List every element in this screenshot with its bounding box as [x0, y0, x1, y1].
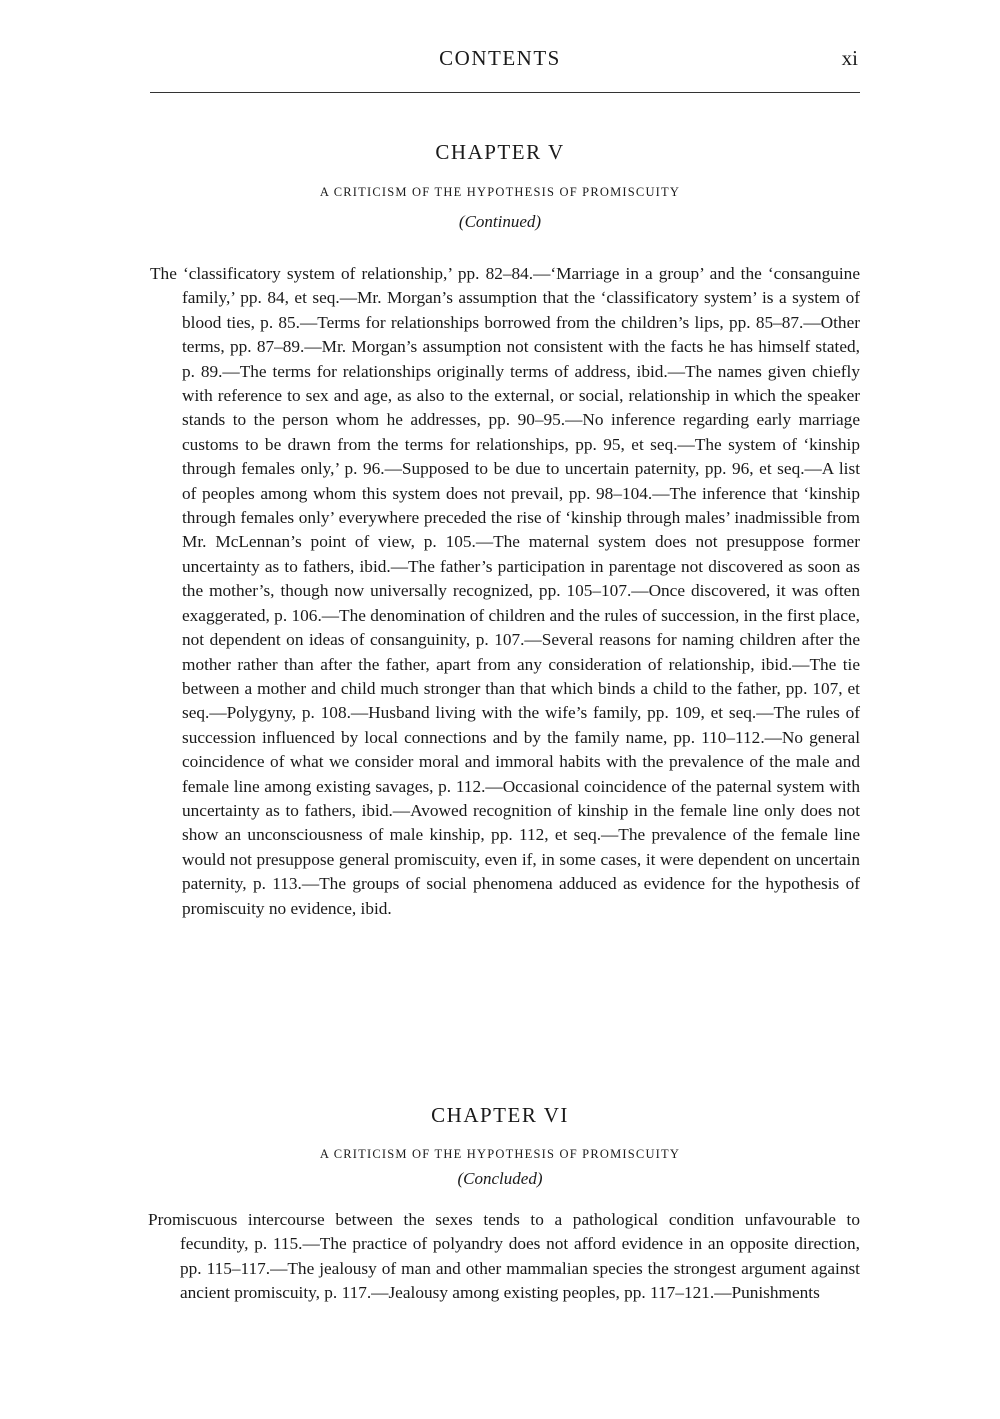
page-number: xi	[841, 46, 858, 70]
chapter-6-subtitle-block	[0, 1147, 1000, 1162]
chapter-5-heading-block	[0, 140, 1000, 165]
chapter-6-heading: CHAPTER VI	[431, 1103, 569, 1127]
header-rule	[150, 92, 860, 93]
chapter-6-note-block	[0, 1169, 1000, 1189]
chapter-5-summary: The ‘classificatory system of relationship,’ pp. 82–84.—‘Marriage in a group’ and the ‘consanguine family,’ pp. 84, et seq.—Mr. Morgan’s assumption that the ‘classificatory system’ is a system of blood ties, p. 85.—Terms for relationships borrowed from the children’s lips, pp. 85–87.—Other terms, pp. 87–89.—Mr. Morgan’s assumption not consistent with the facts he has himself stated, p. 89.—The terms for relationships originally terms of address, ibid.—The names given chiefly with reference to sex and age, as also to the external, or social, relationship in which the speaker stands to the person whom he addresses, pp. 90–95.—No inference regarding early marriage customs to be drawn from the terms for relationships, pp. 95, et seq.—The system of ‘kinship through females only,’ p. 96.—Supposed to be due to uncertain paternity, pp. 96, et seq.—A list of peoples among whom this system does not prevail, pp. 98–104.—The inference that ‘kinship through females only’ everywhere preceded the rise of ‘kinship through males’ inadmissible from Mr. McLennan’s point of view, p. 105.—The maternal system does not presuppose former uncertainty as to fathers, ibid.—The father’s participation in parentage not discovered as soon as the mother’s, though now universally recognized, pp. 105–107.—Once discovered, it was often exaggerated, p. 106.—The denomination of children and the rules of succession, in the first place, not dependent on ideas of consanguinity, p. 107.—Several reasons for naming children after the mother rather than after the father, apart from any consideration of relationship, ibid.—The tie between a mother and child much stronger than that which binds a child to the father, pp. 107, et seq.—Polygyny, p. 108.—Husband living with the wife’s family, pp. 109, et seq.—The rules of succession influenced by local connections and by the family name, pp. 110–112.—No general coincidence of what we consider moral and immoral habits with the prevalence of the male and female line among existing savages, p. 112.—Occasional coincidence of the paternal system with uncertainty as to fathers, ibid.—Avowed recognition of kinship in the female line only does not show an unconsciousness of male kinship, pp. 112, et seq.—The prevalence of the female line would not presuppose general promiscuity, even if, in some cases, it were dependent on uncertain paternity, p. 113.—The groups of social phenomena adduced as evidence for the hypothesis of promiscuity no evidence, ibid.	[150, 264, 860, 918]
chapter-5-note: (Continued)	[458, 212, 542, 231]
chapter-6-heading-block	[0, 1103, 1000, 1128]
chapter-6-subtitle: A CRITICISM OF THE HYPOTHESIS OF PROMISCUITY	[319, 1147, 681, 1161]
chapter-6-summary: Promiscuous intercourse between the sexes tends to a pathological condition unfavourable to fecundity, p. 115.—The practice of polyandry does not afford evidence in an opposite direction, pp. 115–117.—The jealousy of man and other mammalian species the strongest argument against ancient promiscuity, p. 117.—Jealousy among existing peoples, pp. 117–121.—Punishments	[148, 1210, 860, 1303]
running-head	[0, 46, 1000, 76]
chapter-5-subtitle-block	[0, 185, 1000, 200]
chapter-5-heading: CHAPTER V	[435, 140, 565, 164]
running-title: CONTENTS	[439, 46, 561, 70]
chapter-5-subtitle: A CRITICISM OF THE HYPOTHESIS OF PROMISCUITY	[319, 185, 681, 199]
chapter-5-note-block	[0, 212, 1000, 232]
chapter-6-note: (Concluded)	[457, 1169, 543, 1188]
